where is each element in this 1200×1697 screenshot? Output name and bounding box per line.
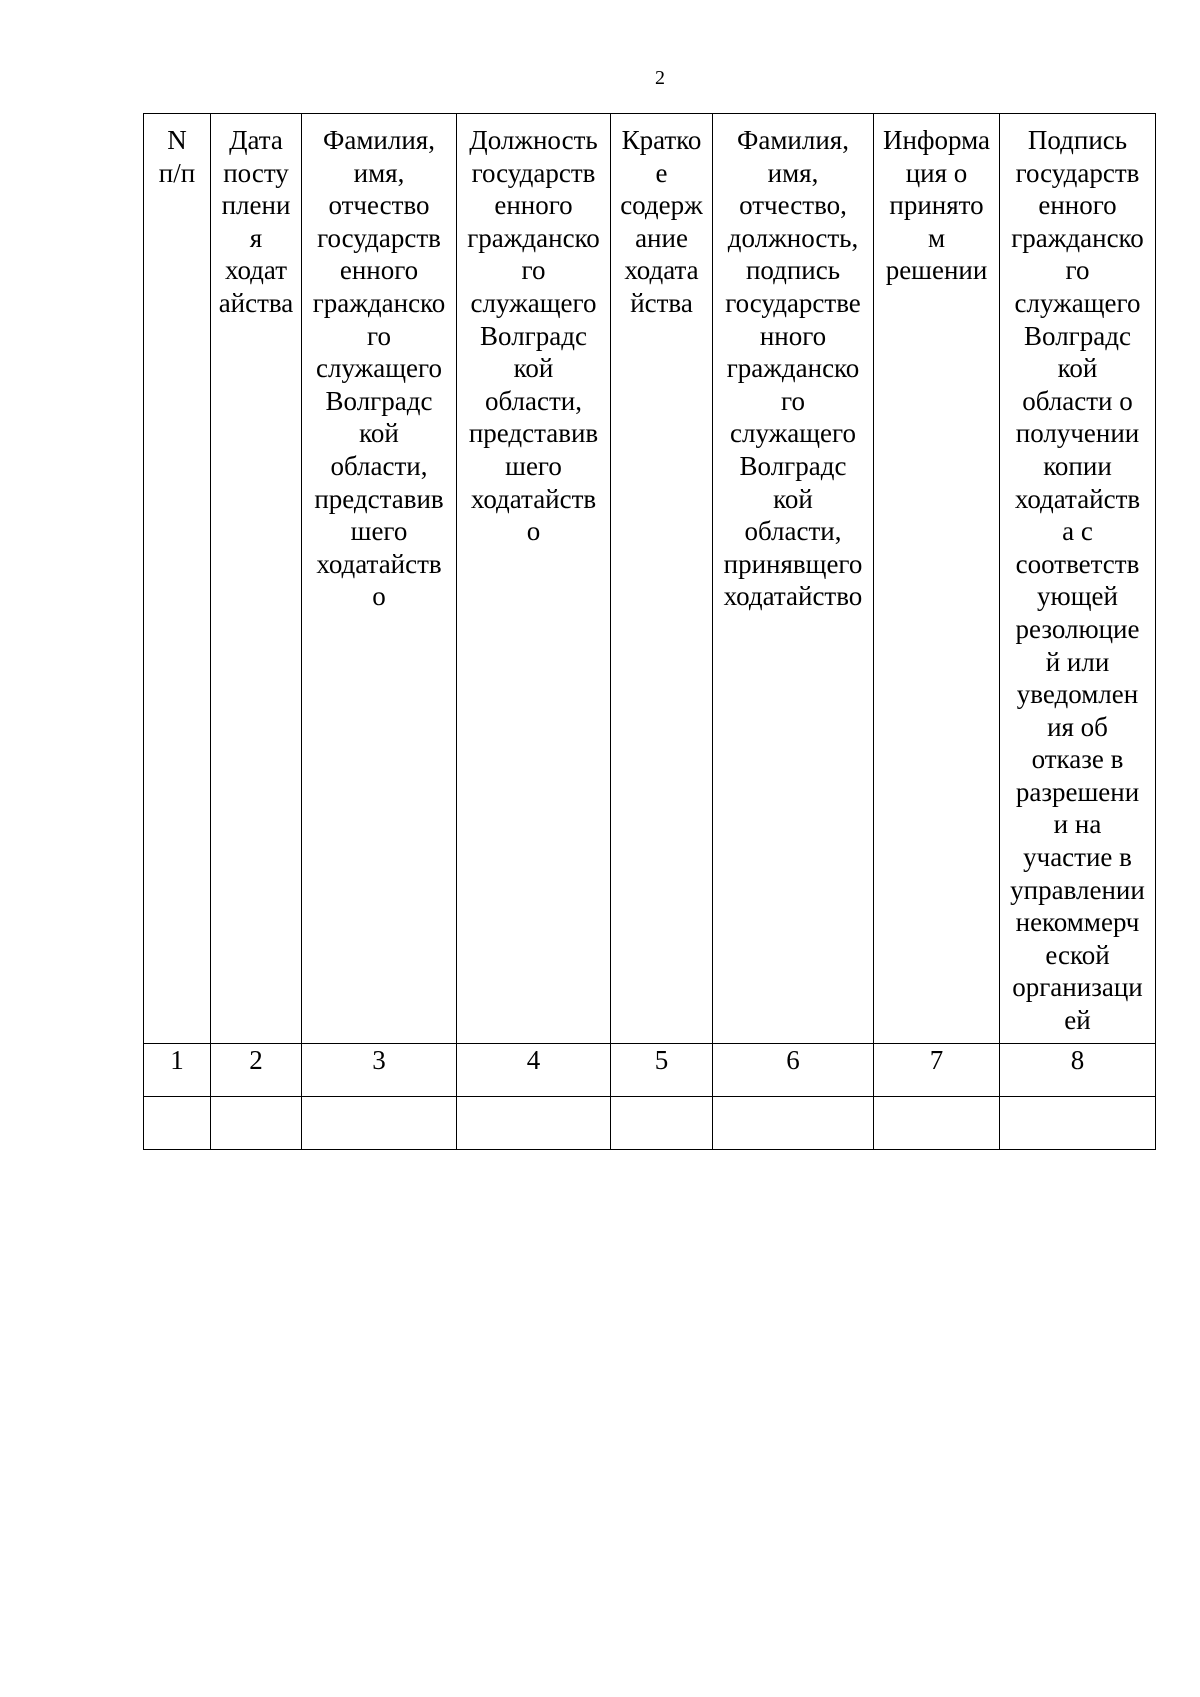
empty-cell <box>1000 1096 1156 1149</box>
header-line: копии <box>1043 450 1112 481</box>
empty-cell <box>611 1096 713 1149</box>
header-line: служащего <box>730 418 856 449</box>
header-line: еской <box>1045 939 1110 970</box>
header-line: ующей <box>1037 581 1118 612</box>
header-line: о <box>526 516 541 547</box>
header-line: гражданско <box>1011 222 1144 253</box>
header-cell-receiver <box>713 114 874 1044</box>
header-cell-date <box>211 114 302 1044</box>
header-line: уведомлен <box>1016 679 1139 710</box>
header-line: принято <box>889 190 984 221</box>
header-line: Волградс <box>325 385 433 416</box>
header-line: го <box>521 255 546 286</box>
header-line: кой <box>359 418 399 449</box>
header-line: Фамилия, <box>737 125 849 155</box>
header-line: шего <box>350 516 408 547</box>
header-cell-submitter-name <box>302 114 457 1044</box>
column-numbers-row <box>144 1043 1156 1096</box>
header-line: государств <box>471 157 596 188</box>
header-line: представив <box>468 418 599 449</box>
header-line: Волградс <box>480 320 587 351</box>
header-line: области о <box>1022 385 1133 416</box>
header-line: ходат <box>224 255 287 286</box>
header-line: ция о <box>905 157 968 188</box>
header-line: гражданско <box>726 353 860 384</box>
header-line: служащего <box>1014 287 1141 318</box>
header-line: кой <box>1057 353 1098 384</box>
header-line: енного <box>1038 190 1117 221</box>
header-line: Дата <box>229 125 283 155</box>
empty-cell <box>302 1096 457 1149</box>
header-line: кой <box>773 483 813 514</box>
header-line: шего <box>505 450 562 481</box>
header-line: ходатайств <box>470 483 597 514</box>
header-line: государств <box>317 222 441 253</box>
header-line: отказе в <box>1031 744 1124 775</box>
header-line: Должность <box>469 125 598 155</box>
registry-table <box>143 113 1156 1150</box>
empty-data-row <box>144 1096 1156 1149</box>
header-line: принявщего <box>723 548 863 579</box>
column-number-cell: 7 <box>874 1043 1000 1096</box>
header-line: участие в <box>1023 842 1132 873</box>
header-line: енного <box>339 255 419 286</box>
header-line: Фамилия, <box>323 125 435 155</box>
empty-cell <box>144 1096 211 1149</box>
column-number-cell: 2 <box>211 1043 302 1096</box>
header-line: и на <box>1053 809 1102 840</box>
header-line: Информа <box>883 125 990 155</box>
header-line: посту <box>223 157 289 188</box>
header-line: служащего <box>470 287 597 318</box>
header-line: о <box>372 581 386 612</box>
header-line: й или <box>1045 646 1110 677</box>
header-cell-summary <box>611 114 713 1044</box>
header-line: ходатайств <box>316 548 442 579</box>
empty-cell <box>211 1096 302 1149</box>
header-line: е <box>655 157 668 188</box>
header-line: получении <box>1015 418 1140 449</box>
column-number-cell: 8 <box>1000 1043 1156 1096</box>
header-cell-submitter-position <box>457 114 611 1044</box>
header-line: ходата <box>624 255 699 286</box>
header-line: го <box>367 320 391 351</box>
header-line: имя, <box>767 157 819 188</box>
header-line: йства <box>630 287 693 318</box>
header-line: области, <box>744 516 842 547</box>
header-line: резолюцие <box>1015 613 1140 644</box>
header-line: нного <box>759 320 827 351</box>
header-line: некоммерч <box>1015 907 1140 938</box>
header-line: плени <box>221 190 291 221</box>
header-cell-number <box>144 114 211 1044</box>
header-line: Подпись <box>1027 125 1128 155</box>
table-header-row <box>144 114 1156 1044</box>
header-line: айства <box>218 287 294 318</box>
header-line: подпись <box>745 255 841 286</box>
column-number-cell: 6 <box>713 1043 874 1096</box>
column-number-cell: 1 <box>144 1043 211 1096</box>
header-line: государстве <box>725 287 861 318</box>
header-line: должность, <box>727 222 859 253</box>
header-line: Волградс <box>1024 320 1131 351</box>
header-line: кой <box>513 353 554 384</box>
header-line: го <box>781 385 805 416</box>
header-line: го <box>1065 255 1090 286</box>
header-line: служащего <box>316 353 442 384</box>
header-line: отчество, <box>739 190 847 221</box>
column-number-cell: 5 <box>611 1043 713 1096</box>
header-line: енного <box>494 190 573 221</box>
page-number: 2 <box>655 67 665 89</box>
header-line: области, <box>484 385 582 416</box>
header-line: представив <box>314 483 444 514</box>
header-line: N <box>167 125 187 155</box>
header-line: м <box>927 222 946 253</box>
header-cell-signature <box>1000 114 1156 1044</box>
column-number-cell: 3 <box>302 1043 457 1096</box>
header-line: гражданско <box>312 287 446 318</box>
header-line: а с <box>1062 516 1093 547</box>
empty-cell <box>457 1096 611 1149</box>
header-line: отчество <box>328 190 430 221</box>
header-line: содерж <box>620 190 703 221</box>
header-line: ия об <box>1047 711 1108 742</box>
header-line: ходатайств <box>1014 483 1141 514</box>
header-line: гражданско <box>467 222 600 253</box>
header-line: имя, <box>353 157 405 188</box>
header-line: соответств <box>1015 548 1140 579</box>
header-line: ходатайство <box>723 581 863 612</box>
header-line: Волградс <box>739 450 847 481</box>
header-line: п/п <box>158 157 196 188</box>
empty-cell <box>874 1096 1000 1149</box>
header-line: области, <box>330 450 428 481</box>
header-line: ание <box>635 222 688 253</box>
column-number-cell: 4 <box>457 1043 611 1096</box>
header-line: Кратко <box>621 125 702 155</box>
header-cell-decision <box>874 114 1000 1044</box>
header-line: я <box>249 222 263 253</box>
header-line: решении <box>885 255 988 286</box>
empty-cell <box>713 1096 874 1149</box>
header-line: управлении <box>1010 874 1145 905</box>
header-line: разрешени <box>1015 776 1140 807</box>
header-line: организаци <box>1012 972 1143 1003</box>
header-line: государств <box>1015 157 1140 188</box>
header-line: ей <box>1064 1005 1091 1036</box>
